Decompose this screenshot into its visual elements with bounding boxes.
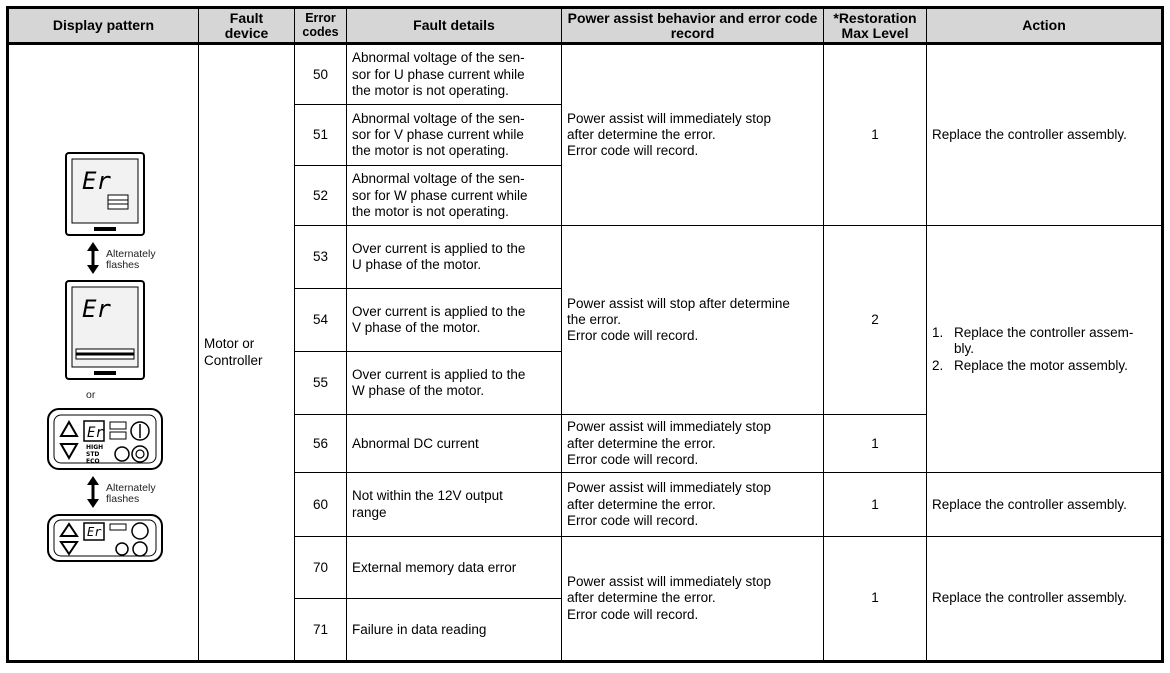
- header-display-pattern: Display pattern: [8, 8, 199, 44]
- error-code: 70: [295, 536, 347, 599]
- action-item: [932, 358, 1156, 374]
- action-item: [932, 325, 1156, 357]
- mode-std-label: STD: [86, 450, 100, 458]
- error-code: 54: [295, 288, 347, 352]
- fault-detail: Not within the 12V output range: [347, 473, 562, 537]
- power-assist-behavior: Power assist will immediately stop after determine the error. Error code will record.: [562, 473, 824, 537]
- fault-detail: Failure in data reading: [347, 599, 562, 662]
- header-action: Action: [927, 8, 1163, 44]
- lcd-error-text-1: Er: [82, 166, 111, 195]
- action-item-number: 1.: [932, 325, 944, 341]
- double-arrow-icon: [87, 476, 99, 508]
- error-code: 51: [295, 105, 347, 165]
- action-item-text: Replace the motor assembly.: [954, 357, 1128, 373]
- error-code: 55: [295, 352, 347, 415]
- header-fault-details: Fault details: [347, 8, 562, 44]
- lcd-error-text-2: Er: [82, 294, 111, 323]
- power-assist-behavior: Power assist will immediately stop after determine the error. Error code will record.: [562, 536, 824, 661]
- display-pattern-cell: [8, 44, 199, 662]
- fault-detail: Abnormal DC current: [347, 414, 562, 472]
- display-pattern-illustration: [16, 143, 191, 563]
- action-cell: [927, 226, 1163, 473]
- restoration-level: 2: [824, 226, 927, 415]
- power-assist-behavior: Power assist will immediately stop after determine the error. Error code will record.: [562, 414, 824, 472]
- action-cell: Replace the controller assembly.: [927, 44, 1163, 226]
- error-code: 56: [295, 414, 347, 472]
- display-pattern-graphic: [16, 143, 191, 563]
- action-cell: Replace the controller assembly.: [927, 473, 1163, 537]
- action-item-number: 2.: [932, 357, 944, 373]
- switch-unit-2: [48, 515, 162, 561]
- error-code: 71: [295, 599, 347, 662]
- action-item-text: Replace the controller assem- bly.: [954, 325, 1134, 357]
- mode-eco-label: ECO: [86, 457, 100, 465]
- header-restoration: *Restoration Max Level: [824, 8, 927, 44]
- fault-detail: External memory data error: [347, 536, 562, 599]
- action-list: [932, 325, 1156, 374]
- restoration-level: 1: [824, 414, 927, 472]
- header-power-assist: Power assist behavior and error code record: [562, 8, 824, 44]
- switch-lcd-text-2: Er: [87, 524, 102, 539]
- lcd-display-1: [66, 153, 144, 235]
- lcd-display-2: [66, 281, 144, 379]
- error-code: 53: [295, 226, 347, 289]
- restoration-level: 1: [824, 536, 927, 661]
- restoration-level: 1: [824, 473, 927, 537]
- fault-device-cell: Motor or Controller: [199, 44, 295, 662]
- fault-detail: Over current is applied to the W phase of the motor.: [347, 352, 562, 415]
- fault-detail: Abnormal voltage of the sen- sor for U phase current while the motor is not operating.: [347, 44, 562, 105]
- restoration-level: 1: [824, 44, 927, 226]
- fault-detail: Abnormal voltage of the sen- sor for V phase current while the motor is not operating.: [347, 105, 562, 165]
- switch-unit-1: [48, 409, 162, 469]
- power-assist-behavior: Power assist will stop after determine the error. Error code will record.: [562, 226, 824, 415]
- power-assist-behavior: Power assist will immediately stop after determine the error. Error code will record.: [562, 44, 824, 226]
- table-row: [8, 44, 1163, 105]
- error-code: 52: [295, 165, 347, 225]
- error-code: 60: [295, 473, 347, 537]
- or-label: or: [86, 388, 96, 401]
- action-cell: Replace the controller assembly.: [927, 536, 1163, 661]
- alternately-flashes-label-2: Alternately flashes: [106, 481, 156, 505]
- switch-lcd-text-1: Er: [87, 424, 104, 441]
- header-error-codes: Error codes: [295, 8, 347, 44]
- alternately-flashes-label-1: Alternately flashes: [106, 247, 156, 271]
- double-arrow-icon: [87, 242, 99, 274]
- error-code: 50: [295, 44, 347, 105]
- fault-code-table: [6, 6, 1164, 663]
- fault-detail: Over current is applied to the V phase of the motor.: [347, 288, 562, 352]
- header-fault-device: Fault device: [199, 8, 295, 44]
- fault-detail: Over current is applied to the U phase of the motor.: [347, 226, 562, 289]
- header-row: [8, 8, 1163, 44]
- mode-high-label: HIGH: [86, 443, 104, 451]
- fault-detail: Abnormal voltage of the sen- sor for W phase current while the motor is not operating.: [347, 165, 562, 225]
